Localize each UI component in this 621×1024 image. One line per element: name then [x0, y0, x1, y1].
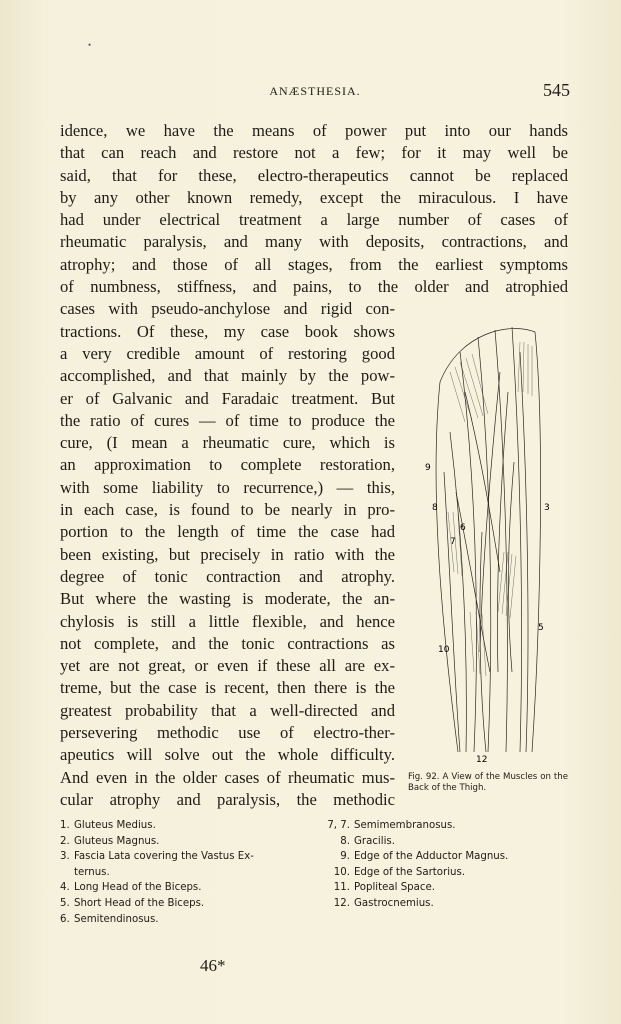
text-line: by any other known remedy, except the miraculous. I have	[60, 187, 568, 207]
text-line: cases with pseudo-anchylose and rigid con-	[60, 299, 395, 319]
legend-item	[322, 849, 562, 865]
text-line: that can reach and restore not a few; for it may well be	[60, 143, 568, 163]
text-line: chylosis is still a little flexible, and hence	[60, 611, 395, 631]
text-line: with some liability to recurrence,) — this,	[60, 477, 395, 497]
legend-item	[322, 880, 562, 896]
legend-item	[322, 834, 562, 850]
text-line: atrophy; and those of all stages, from the earliest symptoms	[60, 254, 568, 274]
text-line: rheumatic paralysis, and many with deposits, contractions, and	[60, 232, 568, 252]
text-line: a very credible amount of restoring good	[60, 343, 395, 363]
legend-text: Gluteus Magnus.	[74, 835, 160, 847]
text-line: portion to the length of time the case had	[60, 522, 395, 542]
text-line: degree of tonic contraction and atrophy.	[60, 566, 395, 586]
text-line: tractions. Of these, my case book shows	[60, 321, 395, 341]
figure-label: 6	[460, 523, 466, 533]
legend-number: 8.	[340, 835, 350, 847]
text-line: the ratio of cures — of time to produce the	[60, 410, 395, 430]
figure-legend-right	[322, 818, 562, 912]
thigh-muscle-illustration	[420, 312, 560, 772]
text-line: er of Galvanic and Faradaic treatment. But	[60, 388, 395, 408]
text-line: an approximation to complete restoration,	[60, 455, 395, 475]
text-line: idence, we have the means of power put into our hands	[60, 121, 568, 140]
legend-item	[60, 880, 310, 896]
legend-number: 9.	[340, 851, 350, 863]
legend-text: Long Head of the Biceps.	[74, 882, 202, 894]
text-line: And even in the older cases of rheumatic mus-	[60, 767, 395, 787]
legend-text: Semimembranosus.	[354, 820, 456, 831]
legend-number: 4.	[60, 882, 70, 894]
text-line: had under electrical treatment a large number of cases of	[60, 210, 568, 230]
legend-item	[60, 896, 310, 912]
legend-number: 2.	[60, 835, 70, 847]
legend-text: Fascia Lata covering the Vastus Ex-	[74, 851, 254, 863]
figure-label: 9	[425, 463, 431, 473]
legend-text: Semitendinosus.	[74, 913, 159, 925]
text-line: of numbness, stiffness, and pains, to the older and atrophied	[60, 277, 568, 297]
text-line: cure, (I mean a rheumatic cure, which is	[60, 433, 395, 453]
text-line: yet are not great, or even if these all are ex-	[60, 656, 395, 676]
legend-number: 12.	[333, 897, 350, 909]
text-line: accomplished, and that mainly by the pow-	[60, 366, 395, 386]
figure-label: 8	[432, 503, 438, 513]
legend-number: 6.	[60, 913, 70, 925]
text-line: not complete, and the tonic contractions as	[60, 633, 395, 653]
running-head: ANÆSTHESIA.	[269, 84, 361, 98]
legend-text: ternus.	[74, 866, 110, 878]
legend-item	[60, 849, 310, 865]
legend-text: Gluteus Medius.	[74, 820, 156, 831]
legend-number	[60, 865, 74, 881]
text-line: greatest probability that a well-directed and	[60, 700, 395, 720]
legend-text: Gracilis.	[354, 835, 395, 847]
page-header	[60, 80, 570, 102]
legend-number: 7, 7.	[327, 820, 350, 831]
legend-item	[60, 834, 310, 850]
legend-item	[60, 818, 310, 834]
legend-number: 1.	[60, 820, 70, 831]
figure-label: 10	[438, 645, 450, 655]
figure-label: 5	[538, 623, 544, 633]
legend-text: Popliteal Space.	[354, 882, 435, 894]
text-line: But where the wasting is moderate, the an-	[60, 589, 395, 609]
legend-number: 5.	[60, 897, 70, 909]
legend-number: 11.	[333, 882, 350, 894]
legend-item	[322, 818, 562, 834]
text-line: said, that for these, electro-therapeutics cannot be replaced	[60, 165, 568, 185]
page-number: 545	[543, 80, 570, 100]
legend-text: Short Head of the Biceps.	[74, 897, 205, 909]
text-line: in each case, is found to be nearly in pro-	[60, 500, 395, 520]
legend-item	[60, 912, 310, 928]
figure-label: 12	[476, 755, 488, 765]
legend-text: Edge of the Adductor Magnus.	[354, 851, 509, 863]
text-line: persevering methodic use of electro-ther-	[60, 723, 395, 743]
signature-mark: 46*	[200, 956, 226, 975]
thigh-muscle-engraving	[420, 312, 560, 772]
figure-label: 3	[544, 503, 550, 513]
text-line: treme, but the case is recent, then there is the	[60, 678, 395, 698]
figure-legend-left	[60, 818, 310, 927]
legend-item	[322, 896, 562, 912]
text-line: apeutics will solve out the whole difficulty.	[60, 745, 395, 765]
legend-text: Edge of the Sartorius.	[354, 866, 466, 878]
legend-item	[322, 865, 562, 881]
text-line: been existing, but precisely in ratio with the	[60, 544, 395, 564]
text-line: cular atrophy and paralysis, the methodic	[60, 789, 395, 809]
figure-label: 7	[450, 537, 456, 547]
legend-text: Gastrocnemius.	[354, 897, 434, 909]
legend-number: 10.	[333, 866, 350, 878]
page-mark: •	[88, 40, 92, 50]
legend-item	[60, 865, 310, 881]
legend-number: 3.	[60, 851, 70, 863]
figure-caption: Fig. 92. A View of the Muscles on the Back of the Thigh.	[408, 772, 568, 793]
